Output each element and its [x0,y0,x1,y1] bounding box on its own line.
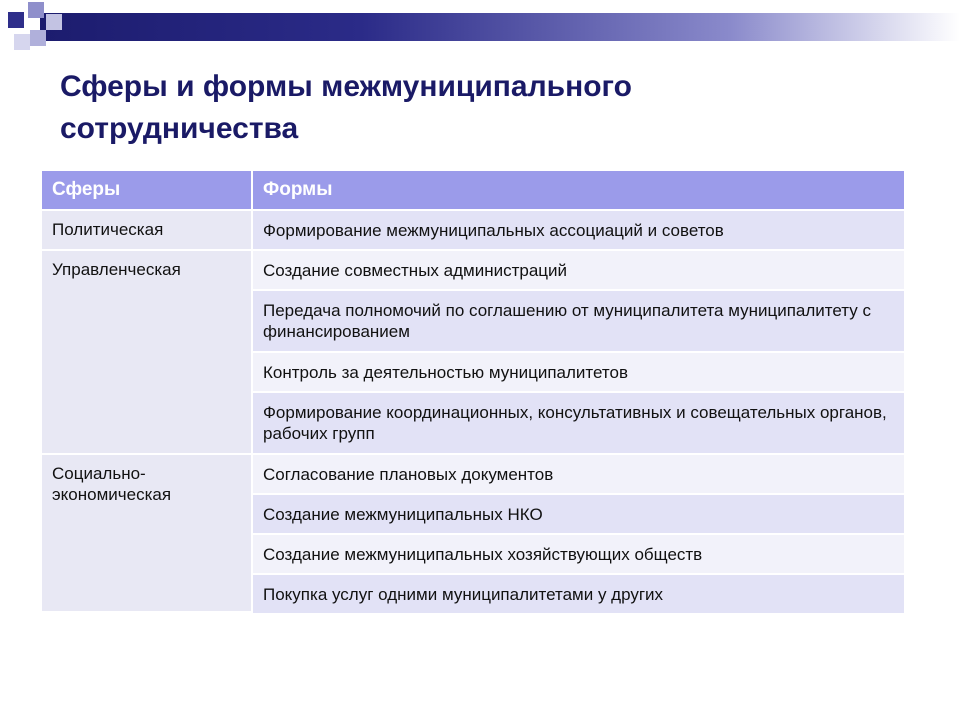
form-cell: Контроль за деятельностью муниципалитетов [253,353,904,393]
table-row [42,455,904,495]
form-cell: Создание межмуниципальных хозяйствующих обществ [253,535,904,575]
form-cell: Создание совместных администраций [253,251,904,291]
slide-title-line-1: Сферы и формы межмуниципального [60,70,632,103]
header-spheres: Сферы [42,171,253,211]
spheres-forms-table [42,171,904,613]
form-cell: Формирование межмуниципальных ассоциаций и советов [253,211,904,251]
form-cell: Передача полномочий по соглашению от муниципалитета муниципалитету с финансированием [253,291,904,353]
slide-title-line-2: сотрудничества [60,112,299,145]
decorative-square [8,12,24,28]
table-row [42,211,904,251]
header-gradient-bar [40,13,960,41]
table-row [42,251,904,291]
form-cell: Согласование плановых документов [253,455,904,495]
slide-title [60,66,900,150]
decorative-square [46,14,62,30]
decorative-square [14,34,30,50]
table-header-row [42,171,904,211]
sphere-managerial: Управленческая [42,251,253,455]
form-cell: Формирование координационных, консультативных и совещательных органов, рабочих групп [253,393,904,455]
sphere-socio-economic: Социально-экономическая [42,455,253,613]
decorative-square [30,30,46,46]
form-cell: Покупка услуг одними муниципалитетами у других [253,575,904,613]
decorative-square [28,2,44,18]
form-cell: Создание межмуниципальных НКО [253,495,904,535]
header-forms: Формы [253,171,904,211]
sphere-political: Политическая [42,211,253,251]
